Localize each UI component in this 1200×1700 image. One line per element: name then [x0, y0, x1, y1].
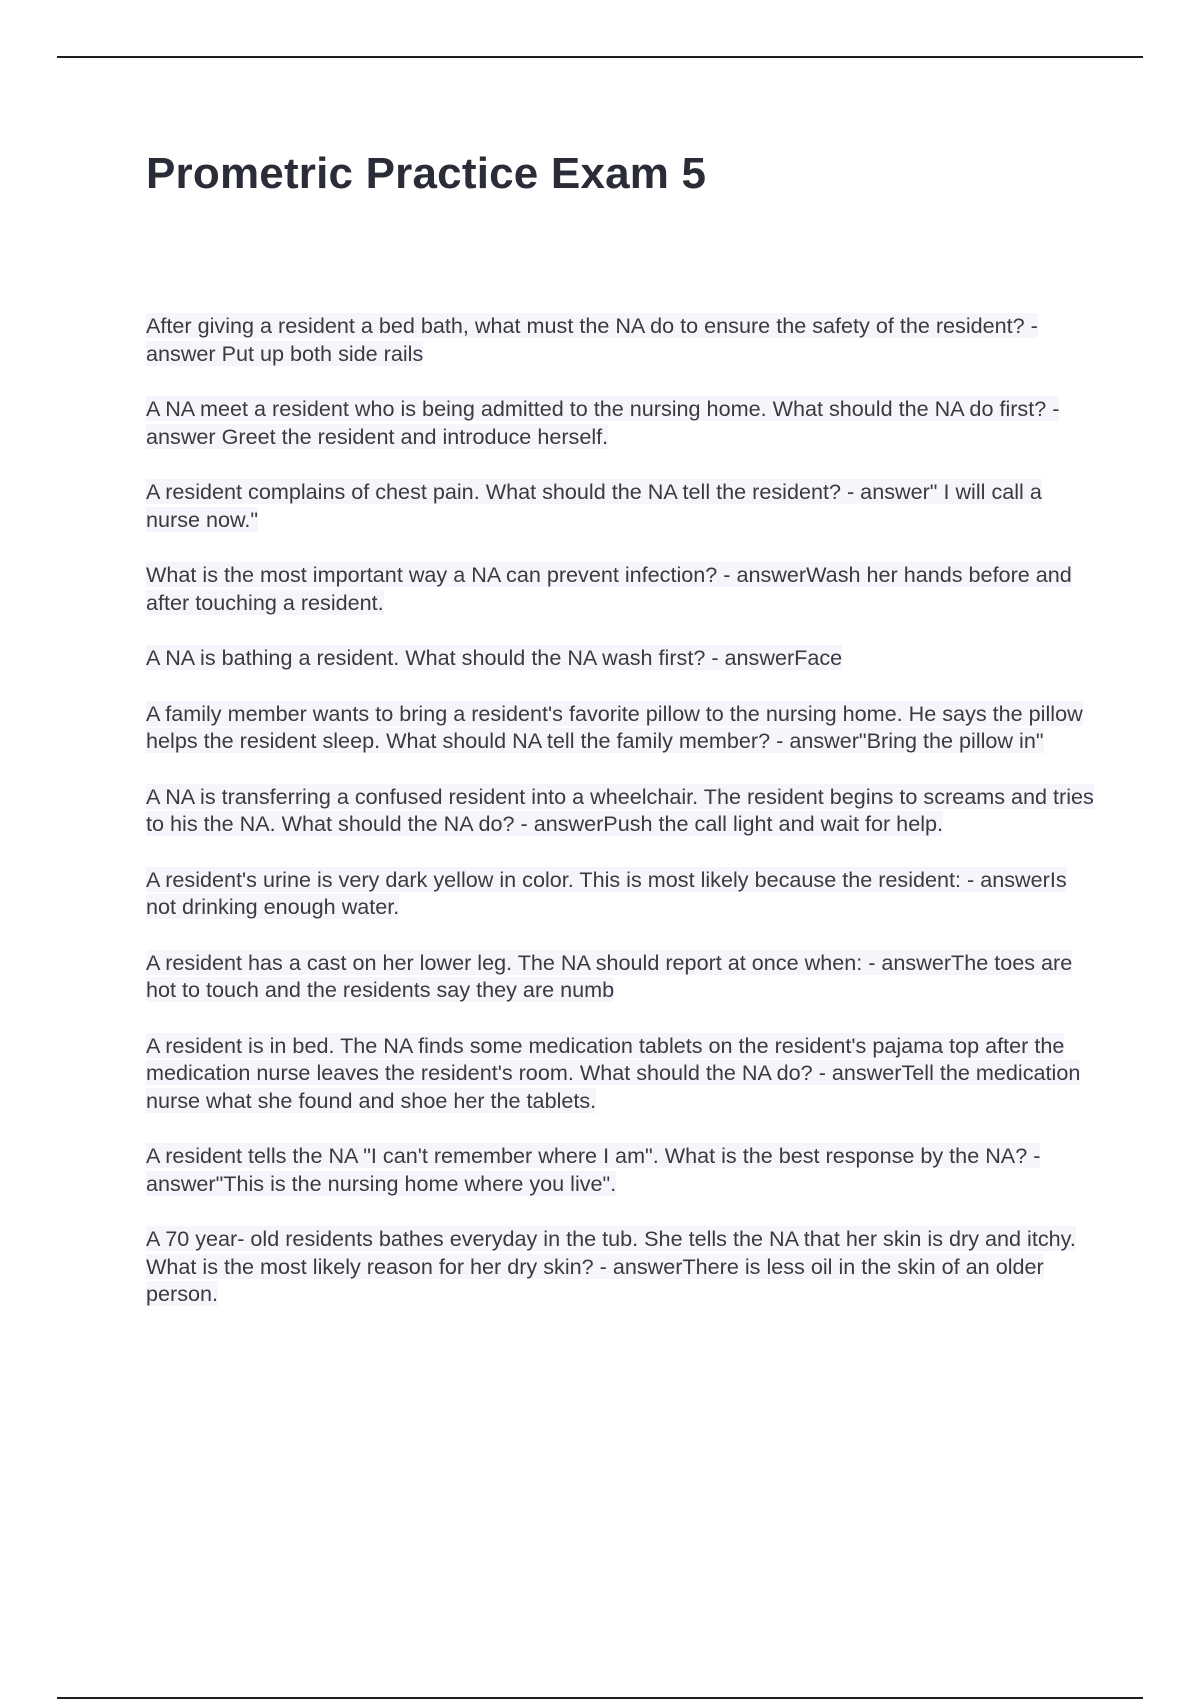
question-answer-text: A family member wants to bring a resident's favorite pillow to the nursing home. He says the pillow helps the resident sleep. What should NA tell the family member? - answer"Bring the pillow in": [146, 700, 1083, 753]
list-item: [146, 700, 1096, 755]
list-item: [146, 783, 1096, 838]
question-answer-text: What is the most important way a NA can prevent infection? - answerWash her hands before and after touching a resident.: [146, 562, 1072, 615]
top-rule: [57, 56, 1143, 58]
question-answer-text: A NA meet a resident who is being admitted to the nursing home. What should the NA do first? - answer Greet the resident and introduce herself.: [146, 396, 1060, 449]
page-title: Prometric Practice Exam 5: [146, 149, 707, 198]
question-answer-text: A 70 year- old residents bathes everyday in the tub. She tells the NA that her skin is dry and itchy. What is the most likely reason for her dry skin? - answerThere is less oil in the skin of an older person.: [146, 1226, 1076, 1306]
question-answer-text: A resident is in bed. The NA finds some medication tablets on the resident's pajama top after the medication nurse leaves the resident's room. What should the NA do? - answerTell the medication nurse what she found and shoe her the tablets.: [146, 1032, 1081, 1113]
question-list: [146, 312, 1096, 1336]
list-item: [146, 1225, 1096, 1308]
question-answer-text: A resident complains of chest pain. What should the NA tell the resident? - answer" I will call a nurse now.": [146, 479, 1042, 532]
list-item: [146, 1142, 1096, 1197]
list-item: [146, 644, 1096, 672]
list-item: [146, 478, 1096, 533]
list-item: [146, 949, 1096, 1004]
question-answer-text: A NA is transferring a confused resident into a wheelchair. The resident begins to screams and tries to his the NA. What should the NA do? - answerPush the call light and wait for help.: [146, 783, 1094, 836]
question-answer-text: A resident has a cast on her lower leg. The NA should report at once when: - answerThe toes are hot to touch and the residents say they are numb: [146, 949, 1073, 1002]
question-answer-text: A NA is bathing a resident. What should the NA wash first? - answerFace: [146, 645, 843, 670]
list-item: [146, 866, 1096, 921]
list-item: [146, 312, 1096, 367]
list-item: [146, 395, 1096, 450]
list-item: [146, 561, 1096, 616]
question-answer-text: A resident tells the NA "I can't remember where I am". What is the best response by the NA? - answer"This is the nursing home where you live".: [146, 1143, 1041, 1196]
bottom-rule: [57, 1697, 1143, 1699]
list-item: [146, 1032, 1096, 1115]
question-answer-text: A resident's urine is very dark yellow in color. This is most likely because the resident: - answerIs not drinking enough water.: [146, 866, 1067, 919]
question-answer-text: After giving a resident a bed bath, what must the NA do to ensure the safety of the resident? - answer Put up both side rails: [146, 313, 1038, 366]
